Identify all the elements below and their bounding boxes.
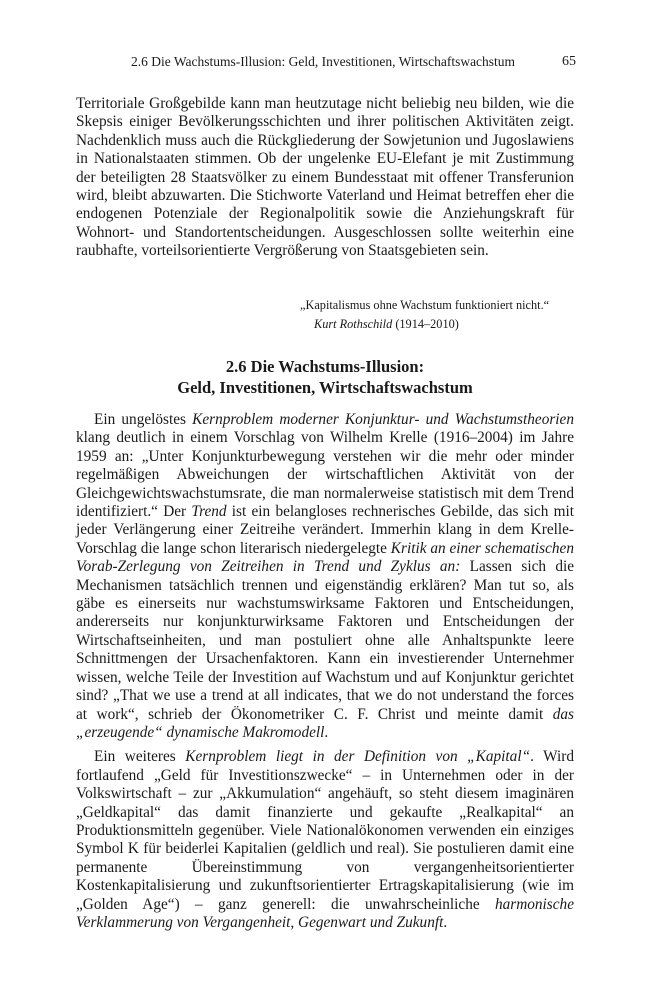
epigraph-quote: „Kapitalismus ohne Wachstum funktioniert nicht.“ bbox=[300, 298, 550, 312]
paragraph-trend bbox=[76, 411, 574, 742]
section-body bbox=[76, 411, 574, 932]
paragraph-territorial bbox=[76, 95, 574, 261]
epigraph-author bbox=[314, 315, 574, 334]
text-run: Ein weiteres bbox=[94, 748, 186, 766]
page-number: 65 bbox=[562, 54, 576, 69]
text-run: . Wird fortlaufend „Geld für Investitionszwecke“ – in Unternehmen oder in der Volkswirtschaft – zur „Akkumulation“ angehäuft, so steht diesem imaginären „Geldkapital“ das damit finanzierte und gekaufte „Realkapital“ an Produktionsmitteln gegenüber. Viele Nationalökonomen verwenden ein einziges Symbol K für beiderlei Kapitalien (geldlich und real). Sie postulieren damit eine permanente Übereinstimmung von vergangenheitsorientierter Kostenkapitalisierung und zukunftsorientierter Ertragskapitalisierung (wie im „Golden Age“) – ganz generell: die unwahrscheinliche bbox=[76, 748, 574, 913]
text-run: ist ein belangloses rechnerisches Gebilde, das sich mit jeder Verlängerung einer Zeitreihe verändert. Immerhin klang in dem Krelle-Vorschlag die lange schon literarisch niedergelegte bbox=[76, 503, 574, 557]
page-header bbox=[76, 54, 576, 72]
text-run: Ein ungelöstes bbox=[94, 411, 193, 428]
emphasis: Kernproblem moderner Konjunktur- und Wachstumstheorien bbox=[192, 411, 574, 428]
epigraph bbox=[300, 296, 574, 334]
section-heading-line2: Geld, Investitionen, Wirtschaftswachstum bbox=[177, 378, 473, 397]
emphasis: Kritik an einer schematischen Vorab-Zerlegung von Zeitreihen in Trend und Zyklus an: bbox=[76, 539, 574, 576]
text-run: . bbox=[443, 913, 448, 931]
text-run: Lassen sich die Mechanismen tatsächlich trennen und eigenständig erklären? Man tut so, als gäbe es einerseits nur wachstumswirksame Faktoren und Entscheidungen, andererseits nur konjunkturwirksame Faktoren und Entscheidungen der Wirtschaftseinheiten, und man postuliert ohne alle Anhaltspunkte leere Schnittmengen der Ursachenfaktoren. Kann ein investierender Unternehmer wissen, welche Teile der Investition auf Wachstum und auf Konjunktur gerichtet sind? „That we use a trend at all indicates, that we do not understand the forces at work“, schrieb der Ökonometriker C. F. Christ und meinte damit bbox=[76, 558, 575, 723]
author-name: Kurt Rothschild bbox=[314, 317, 393, 331]
section-heading-line1: 2.6 Die Wachstums-Illusion: bbox=[225, 357, 425, 376]
emphasis: harmonische Verklammerung von Vergangenheit, Gegenwart und Zukunft bbox=[76, 895, 574, 931]
text-run: klang deutlich in einem Vorschlag von Wilhelm Krelle (1916–2004) im Jahre 1959 an: „Unter Konjunkturbewegung verstehen wir die mehr oder minder regelmäßigen Abweichungen der wirtschaftlichen Aktivität von der Gleichgewichtswachstumsrate, die man normalerweise statistisch mit dem Trend identifiziert.“ Der bbox=[76, 429, 574, 521]
paragraph-kapital bbox=[76, 748, 574, 932]
paragraph-text: Territoriale Großgebilde kann man heutzutage nicht beliebig neu bilden, wie die Skepsis einiger Bevölkerungsschichten und ihrer politischen Aktivitäten zeigt. Nachdenklich muss auch die Rückgliederung der Sowjetunion und Jugoslawiens in Nationalstaaten stimmen. Ob der ungelenke EU-Elefant je mit Zustimmung der beteiligten 28 Staatsvölker zu einem Bundesstaat mit offener Transferunion wird, bleibt abzuwarten. Die Stichworte Vaterland und Heimat betreffen eher die endogenen Potenziale der Regionalpolitik sowie die Anziehungskraft für Wohnort- und Standortentscheidungen. Ausgeschlossen sollte weiterhin eine raubhafte, vorteilsorientierte Vergrößerung von Staatsgebieten sein. bbox=[76, 95, 574, 260]
author-years: (1914–2010) bbox=[395, 317, 459, 331]
section-heading bbox=[76, 356, 574, 398]
emphasis: Trend bbox=[191, 503, 227, 521]
emphasis: das „erzeugende“ dynamische Makromodell bbox=[76, 705, 574, 741]
emphasis: Kernproblem liegt in der Definition von „Kapital“ bbox=[185, 748, 531, 766]
running-title: 2.6 Die Wachstums-Illusion: Geld, Investitionen, Wirtschaftswachstum bbox=[131, 54, 516, 69]
text-run: . bbox=[324, 723, 329, 741]
